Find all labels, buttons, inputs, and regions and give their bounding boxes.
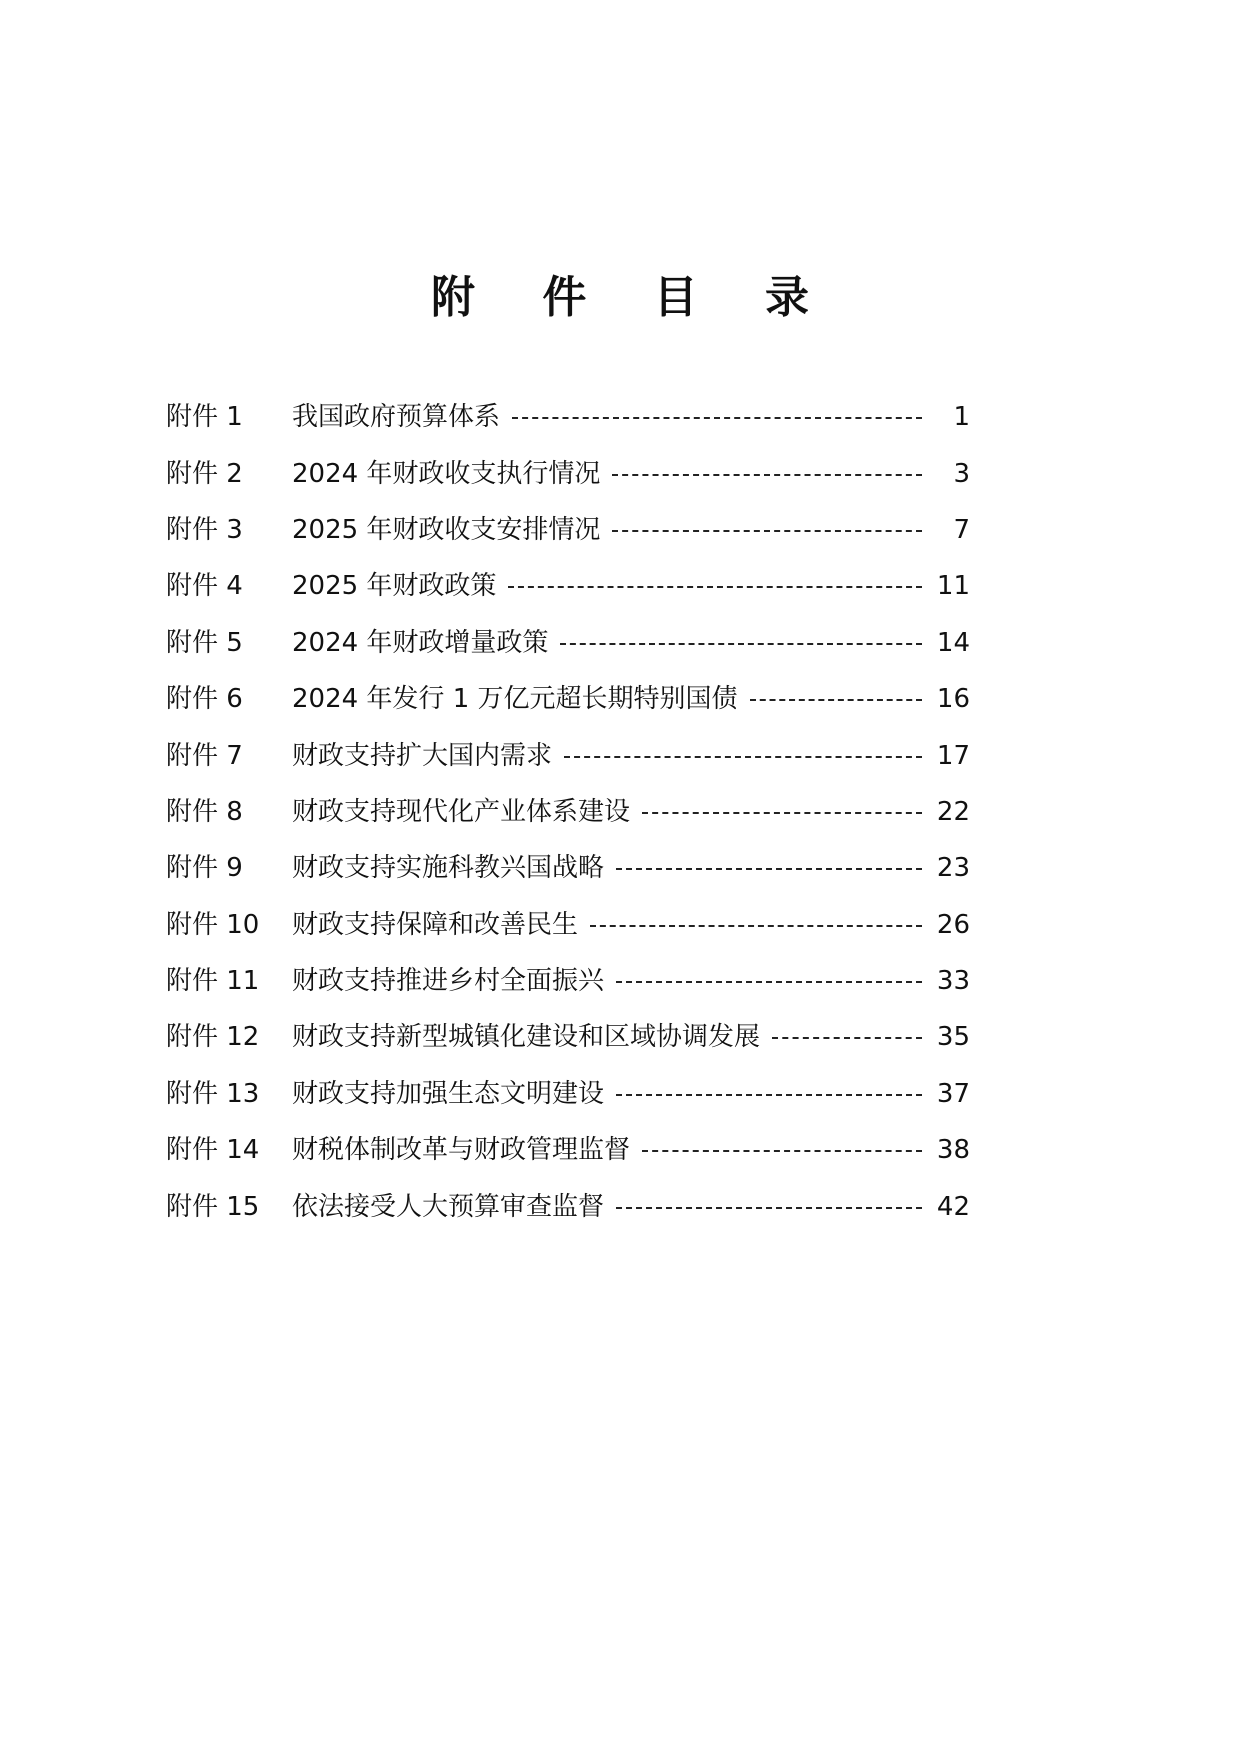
toc-entry (166, 558, 970, 614)
toc-entry (166, 445, 970, 501)
dot-leader (616, 868, 922, 870)
toc-entry-page-number: 17 (936, 740, 970, 771)
toc-entry-label: 附件 4 (166, 571, 243, 602)
toc-entry-page-number: 38 (936, 1135, 970, 1166)
toc-entry-label: 附件 12 (166, 1022, 260, 1053)
dot-leader (616, 1207, 922, 1209)
dot-leader (750, 699, 922, 701)
toc-entry-title: 财税体制改革与财政管理监督 (292, 1135, 631, 1166)
toc-entry (166, 1178, 970, 1234)
dot-leader (616, 981, 922, 983)
toc-entry-page-number: 3 (953, 458, 970, 489)
toc-entry-page-number: 42 (936, 1191, 970, 1222)
dot-leader (612, 530, 922, 532)
toc-entry-page-number: 37 (936, 1078, 970, 1109)
toc-entry-title: 财政支持加强生态文明建设 (292, 1078, 605, 1109)
toc-entry-page-number: 11 (936, 571, 970, 602)
toc-entry (166, 727, 970, 783)
toc-entry-title: 2024 年财政收支执行情况 (292, 458, 601, 489)
toc-entry-page-number: 23 (936, 853, 970, 884)
toc-entry-page-number: 14 (936, 627, 970, 658)
toc-entry-page-number: 1 (953, 402, 970, 433)
toc-entry-page-number: 26 (936, 909, 970, 940)
toc-entry-label: 附件 6 (166, 684, 243, 715)
toc-entry-label: 附件 7 (166, 740, 243, 771)
toc-entry-page-number: 16 (936, 684, 970, 715)
page-title: 附 件 目 录 (431, 272, 835, 323)
toc-entry-title: 财政支持新型城镇化建设和区域协调发展 (292, 1022, 761, 1053)
dot-leader (512, 417, 922, 419)
dot-leader (772, 1037, 922, 1039)
table-of-contents (166, 389, 970, 1235)
toc-entry (166, 897, 970, 953)
dot-leader (564, 756, 922, 758)
toc-entry (166, 389, 970, 445)
toc-entry-label: 附件 2 (166, 458, 243, 489)
toc-entry-label: 附件 5 (166, 627, 243, 658)
toc-entry (166, 615, 970, 671)
toc-entry-page-number: 35 (936, 1022, 970, 1053)
toc-entry (166, 784, 970, 840)
toc-entry (166, 1009, 970, 1065)
toc-entry-title: 2024 年财政增量政策 (292, 627, 549, 658)
toc-entry (166, 502, 970, 558)
toc-entry-title: 2025 年财政收支安排情况 (292, 514, 601, 545)
toc-entry-page-number: 33 (936, 966, 970, 997)
toc-entry-label: 附件 3 (166, 514, 243, 545)
toc-entry-title: 财政支持实施科教兴国战略 (292, 853, 605, 884)
toc-entry-title: 2025 年财政政策 (292, 571, 497, 602)
toc-entry-page-number: 7 (953, 514, 970, 545)
toc-entry-page-number: 22 (936, 796, 970, 827)
dot-leader (612, 474, 922, 476)
toc-entry-label: 附件 11 (166, 966, 260, 997)
dot-leader (642, 1150, 922, 1152)
toc-entry-title: 财政支持现代化产业体系建设 (292, 796, 631, 827)
toc-entry-title: 财政支持推进乡村全面振兴 (292, 966, 605, 997)
toc-entry-label: 附件 10 (166, 909, 260, 940)
toc-entry-label: 附件 9 (166, 853, 243, 884)
toc-entry-title: 依法接受人大预算审查监督 (292, 1191, 605, 1222)
toc-entry (166, 1122, 970, 1178)
dot-leader (642, 812, 922, 814)
toc-entry (166, 1066, 970, 1122)
dot-leader (616, 1094, 922, 1096)
toc-entry-label: 附件 8 (166, 796, 243, 827)
dot-leader (590, 925, 922, 927)
toc-entry-label: 附件 1 (166, 402, 243, 433)
toc-entry (166, 671, 970, 727)
toc-entry-label: 附件 14 (166, 1135, 260, 1166)
toc-entry-title: 我国政府预算体系 (292, 402, 501, 433)
toc-entry (166, 840, 970, 896)
toc-entry (166, 953, 970, 1009)
dot-leader (560, 643, 922, 645)
toc-entry-label: 附件 13 (166, 1078, 260, 1109)
toc-entry-title: 2024 年发行 1 万亿元超长期特别国债 (292, 684, 738, 715)
toc-entry-title: 财政支持保障和改善民生 (292, 909, 579, 940)
toc-entry-label: 附件 15 (166, 1191, 260, 1222)
toc-entry-title: 财政支持扩大国内需求 (292, 740, 553, 771)
dot-leader (508, 586, 922, 588)
